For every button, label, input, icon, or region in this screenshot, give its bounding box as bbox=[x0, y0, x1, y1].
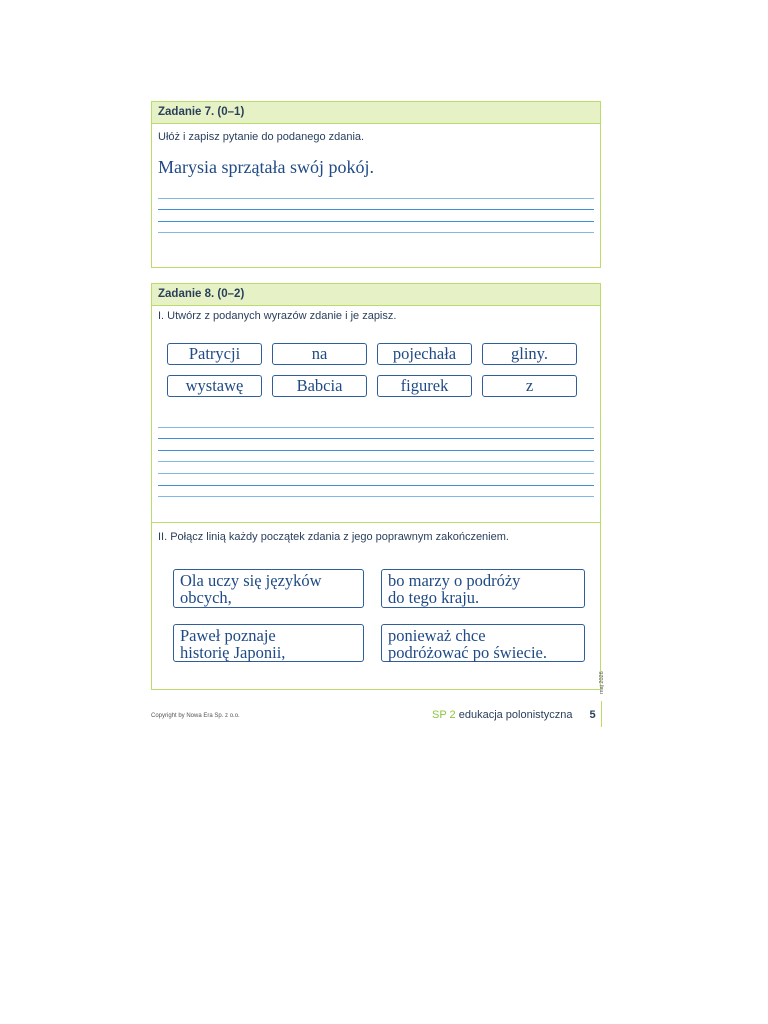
word-card[interactable]: Patrycji bbox=[167, 343, 262, 365]
sentence-ending-card[interactable] bbox=[381, 569, 585, 608]
sentence-ending-card[interactable] bbox=[381, 624, 585, 662]
series-code: SP 2 bbox=[432, 709, 456, 721]
answer-line[interactable] bbox=[158, 209, 594, 210]
vertical-date-label: maj 2026 bbox=[599, 671, 605, 694]
answer-line[interactable] bbox=[158, 232, 594, 233]
answer-line[interactable] bbox=[158, 496, 594, 497]
answer-line[interactable] bbox=[158, 461, 594, 462]
task-7-box bbox=[151, 101, 601, 268]
task-8-part1-instruction: I. Utwórz z podanych wyrazów zdanie i je zapisz. bbox=[158, 310, 397, 322]
answer-line[interactable] bbox=[158, 473, 594, 474]
answer-line[interactable] bbox=[158, 450, 594, 451]
word-card[interactable]: gliny. bbox=[482, 343, 577, 365]
word-card[interactable]: wystawę bbox=[167, 375, 262, 397]
card-line: obcych, bbox=[180, 588, 232, 607]
card-line: Paweł poznaje bbox=[180, 626, 276, 645]
sentence-beginning-card[interactable] bbox=[173, 624, 364, 662]
copyright-note: Copyright by Nowa Era Sp. z o.o. bbox=[151, 713, 240, 719]
card-line: podróżować po świecie. bbox=[388, 643, 547, 662]
sentence-beginning-card[interactable] bbox=[173, 569, 364, 608]
answer-line[interactable] bbox=[158, 427, 594, 428]
word-card[interactable]: figurek bbox=[377, 375, 472, 397]
word-card[interactable]: na bbox=[272, 343, 367, 365]
footer-divider bbox=[601, 701, 602, 727]
answer-line[interactable] bbox=[158, 221, 594, 222]
answer-line[interactable] bbox=[158, 198, 594, 199]
task-8-header: Zadanie 8. (0–2) bbox=[152, 284, 600, 306]
footer-series-label bbox=[432, 709, 596, 721]
word-card[interactable]: Babcia bbox=[272, 375, 367, 397]
card-line: Ola uczy się języków bbox=[180, 571, 322, 590]
card-line: historię Japonii, bbox=[180, 643, 286, 662]
card-line: bo marzy o podróży bbox=[388, 571, 521, 590]
card-line: do tego kraju. bbox=[388, 588, 480, 607]
task-8-box bbox=[151, 283, 601, 690]
answer-line[interactable] bbox=[158, 438, 594, 439]
task-7-instruction: Ułóż i zapisz pytanie do podanego zdania. bbox=[158, 131, 365, 143]
word-card[interactable]: pojechała bbox=[377, 343, 472, 365]
word-card[interactable]: z bbox=[482, 375, 577, 397]
card-line: ponieważ chce bbox=[388, 626, 486, 645]
page-number: 5 bbox=[589, 709, 596, 721]
task-8-part2-instruction: II. Połącz linią każdy początek zdania z jego poprawnym zakończeniem. bbox=[158, 531, 509, 543]
task-7-sentence: Marysia sprzątała swój pokój. bbox=[158, 157, 374, 177]
subject-name: edukacja polonistyczna bbox=[458, 709, 573, 721]
task-7-header: Zadanie 7. (0–1) bbox=[152, 102, 600, 124]
section-divider bbox=[152, 522, 600, 523]
answer-line[interactable] bbox=[158, 485, 594, 486]
